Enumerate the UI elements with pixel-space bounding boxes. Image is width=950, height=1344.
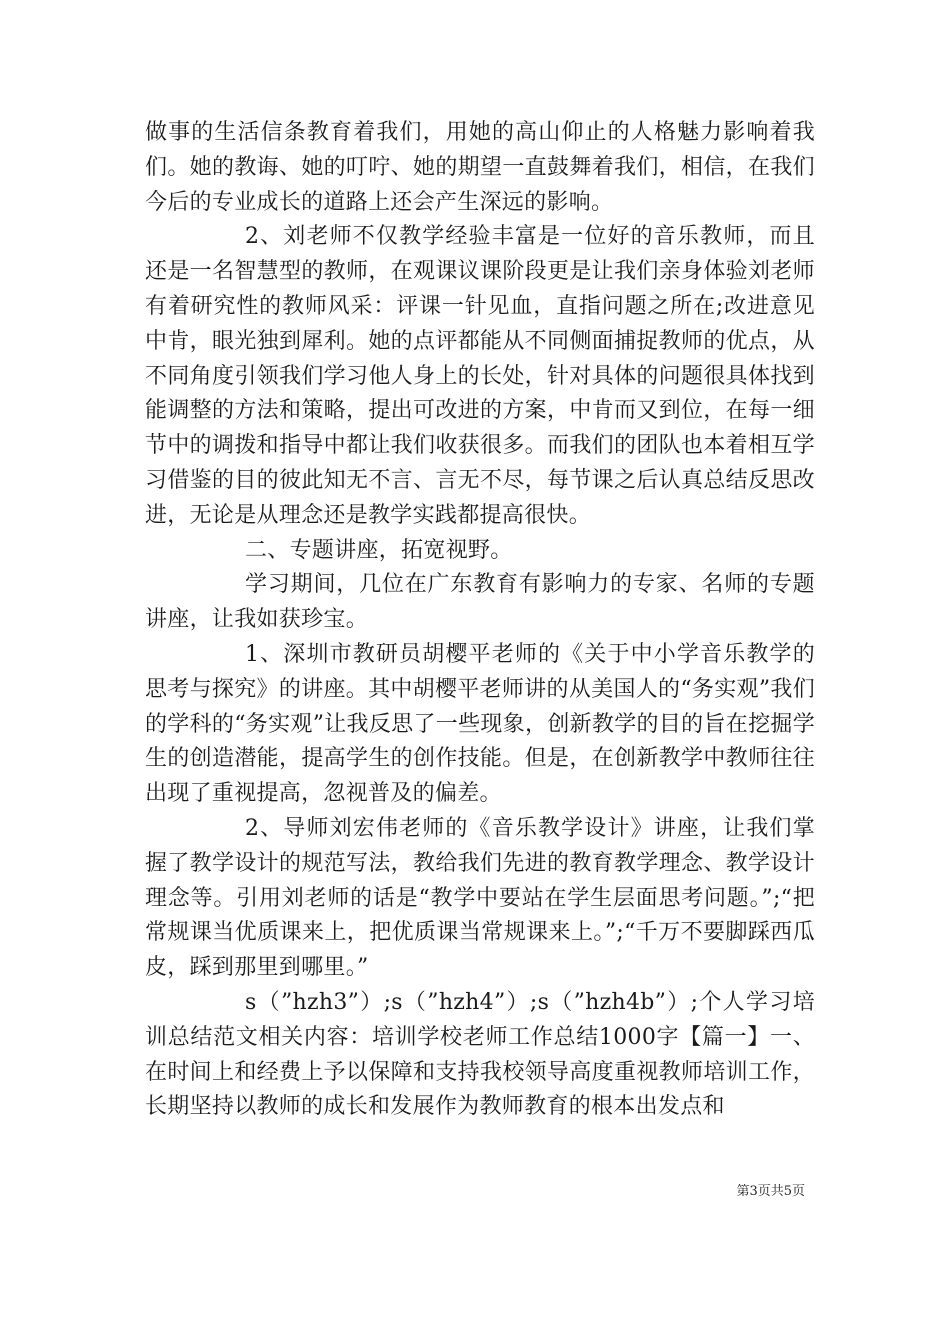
paragraph-2: 2、刘老师不仅教学经验丰富是一位好的音乐教师，而且还是一名智慧型的教师，在观课议课阶段更是让我们亲身体验刘老师有着研究性的教师风采：评课一针见血，直指问题之所在;改进意见中肯，眼光独到犀利。她的点评都能从不同侧面捕捉教师的优点，从不同角度引领我们学习他人身上的长处，针对具体的问题很具体找到能调整的方法和策略，提出可改进的方案，中肯而又到位，在每一细节中的调拨和指导中都让我们收获很多。而我们的团队也本着相互学习借鉴的目的彼此知无不言、言无不尽，每节课之后认真总结反思改进，无论是从理念还是教学实践都提高很快。	[145, 224, 815, 528]
page-number: 第3页共5页	[736, 1184, 805, 1199]
paragraph-4: 学习期间，几位在广东教育有影响力的专家、名师的专题讲座，让我如获珍宝。	[145, 572, 815, 633]
document-body	[145, 116, 815, 1125]
paragraph-7: s（”hzh3”）;s（”hzh4”）;s（”hzh4b”）;个人学习培训总结范文相关内容：培训学校老师工作总结1000字【篇一】一、在时间上和经费上予以保障和支持我校领导高度重视教师培训工作，长期坚持以教师的成长和发展作为教师教育的根本出发点和	[145, 989, 815, 1120]
section-heading: 二、专题讲座，拓宽视野。	[245, 537, 513, 563]
paragraph-5: 1、深圳市教研员胡樱平老师的《关于中小学音乐教学的思考与探究》的讲座。其中胡樱平老师讲的从美国人的“务实观”我们的学科的“务实观”让我反思了一些现象，创新教学的目的旨在挖掘学生的创造潜能，提高学生的创作技能。但是，在创新教学中教师往往出现了重视提高，忽视普及的偏差。	[145, 641, 815, 807]
paragraph-1: 做事的生活信条教育着我们，用她的高山仰止的人格魅力影响着我们。她的教诲、她的叮咛、她的期望一直鼓舞着我们，相信，在我们今后的专业成长的道路上还会产生深远的影响。	[145, 120, 815, 215]
paragraph-6: 2、导师刘宏伟老师的《音乐教学设计》讲座，让我们掌握了教学设计的规范写法，教给我们先进的教育教学理念、教学设计理念等。引用刘老师的话是“教学中要站在学生层面思考问题。”;“把常规课当优质课来上，把优质课当常规课来上。”;“千万不要脚踩西瓜皮，踩到那里到哪里。”	[145, 815, 815, 981]
